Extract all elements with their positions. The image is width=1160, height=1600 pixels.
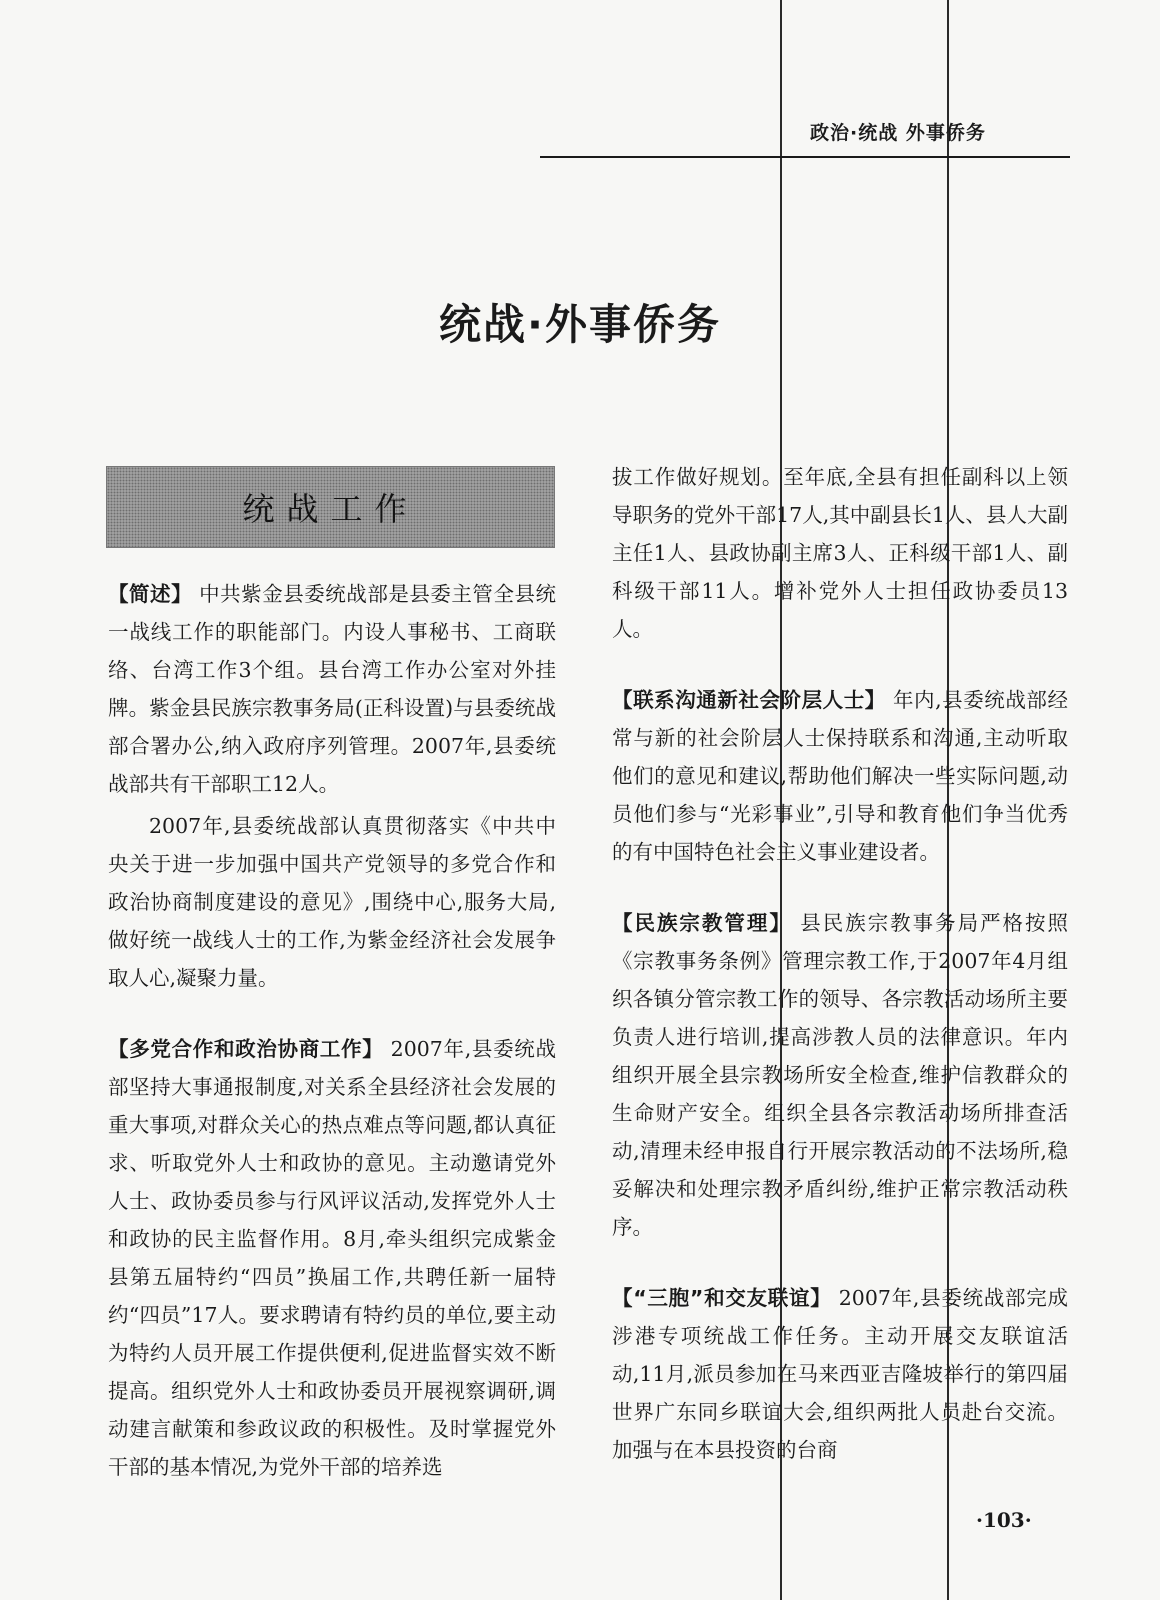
- section-banner: [106, 466, 555, 548]
- paragraph-heading: 【简述】: [108, 582, 193, 606]
- paragraph-body-2: 2007年,县委统战部认真贯彻落实《中共中央关于进一步加强中国共产党领导的多党合作和政治协商制度建设的意见》,围绕中心,服务大局,做好统一战线人士的工作,为紫金经济社会发展争取人心,凝聚力量。: [108, 814, 556, 990]
- right-column: [612, 458, 1068, 1469]
- chapter-title: 统战·外事侨务: [439, 300, 721, 349]
- paragraph-heading: 【“三胞”和交友联谊】: [612, 1286, 832, 1310]
- paragraph-body: 年内,县委统战部经常与新的社会阶层人士保持联系和沟通,主动听取他们的意见和建议,帮助他们解决一些实际问题,动员他们参与“光彩事业”,引导和教育他们争当优秀的有中国特色社会主义事业建设者。: [612, 688, 1068, 864]
- paragraph-body: 中共紫金县委统战部是县委主管全县统一战线工作的职能部门。内设人事秘书、工商联络、台湾工作3个组。县台湾工作办公室对外挂牌。紫金县民族宗教事务局(正科设置)与县委统战部合署办公,纳入政府序列管理。2007年,县委统战部共有干部职工12人。: [108, 582, 557, 796]
- paragraph-heading: 【多党合作和政治协商工作】: [108, 1037, 384, 1061]
- paragraph-body: 2007年,县委统战部坚持大事通报制度,对关系全县经济社会发展的重大事项,对群众关心的热点难点等问题,都认真征求、听取党外人士和政协的意见。主动邀请党外人士、政协委员参与行风评议活动,发挥党外人士和政协的民主监督作用。8月,牵头组织完成紫金县第五届特约“四员”换届工作,共聘任新一届特约“四员”17人。要求聘请有特约员的单位,要主动为特约人员开展工作提供便利,促进监督实效不断提高。组织党外人士和政协委员开展视察调研,调动建言献策和参政议政的积极性。及时掌握党外干部的基本情况,为党外干部的培养选: [108, 1037, 556, 1479]
- paragraph-heading: 【民族宗教管理】: [612, 911, 792, 935]
- paragraph-body: 2007年,县委统战部完成涉港专项统战工作任务。主动开展交友联谊活动,11月,派员参加在马来西亚吉隆坡举行的第四届世界广东同乡联谊大会,组织两批人员赴台交流。加强与在本县投资的台商: [612, 1286, 1068, 1462]
- left-column: [108, 575, 556, 1486]
- paragraph-heading: 【联系沟通新社会阶层人士】: [612, 688, 886, 712]
- paragraph-continued: 拔工作做好规划。至年底,全县有担任副科以上领导职务的党外干部17人,其中副县长1人、县人大副主任1人、县政协副主席3人、正科级干部1人、副科级干部11人。增补党外人士担任政协委员13人。: [612, 465, 1068, 641]
- paragraph-multiparty: [108, 1030, 556, 1486]
- paragraph-overview: [108, 575, 556, 803]
- paragraph-body: 县民族宗教事务局严格按照《宗教事务条例》管理宗教工作,于2007年4月组织各镇分管宗教工作的领导、各宗教活动场所主要负责人进行培训,提高涉教人员的法律意识。年内组织开展全县宗教场所安全检查,维护信教群众的生命财产安全。组织全县各宗教活动场所排查活动,清理未经申报自行开展宗教活动的不法场所,稳妥解决和处理宗教矛盾纠纷,维护正常宗教活动秩序。: [612, 911, 1069, 1239]
- paragraph-religion: [612, 904, 1068, 1246]
- section-title: 统战工作: [242, 490, 419, 528]
- header-rule: [540, 156, 1070, 158]
- running-header: 政治·统战 外事侨务: [810, 122, 986, 144]
- page-number: ·103·: [976, 1508, 1032, 1532]
- paragraph-friendship: [612, 1279, 1068, 1469]
- paragraph-new-social-strata: [612, 681, 1068, 871]
